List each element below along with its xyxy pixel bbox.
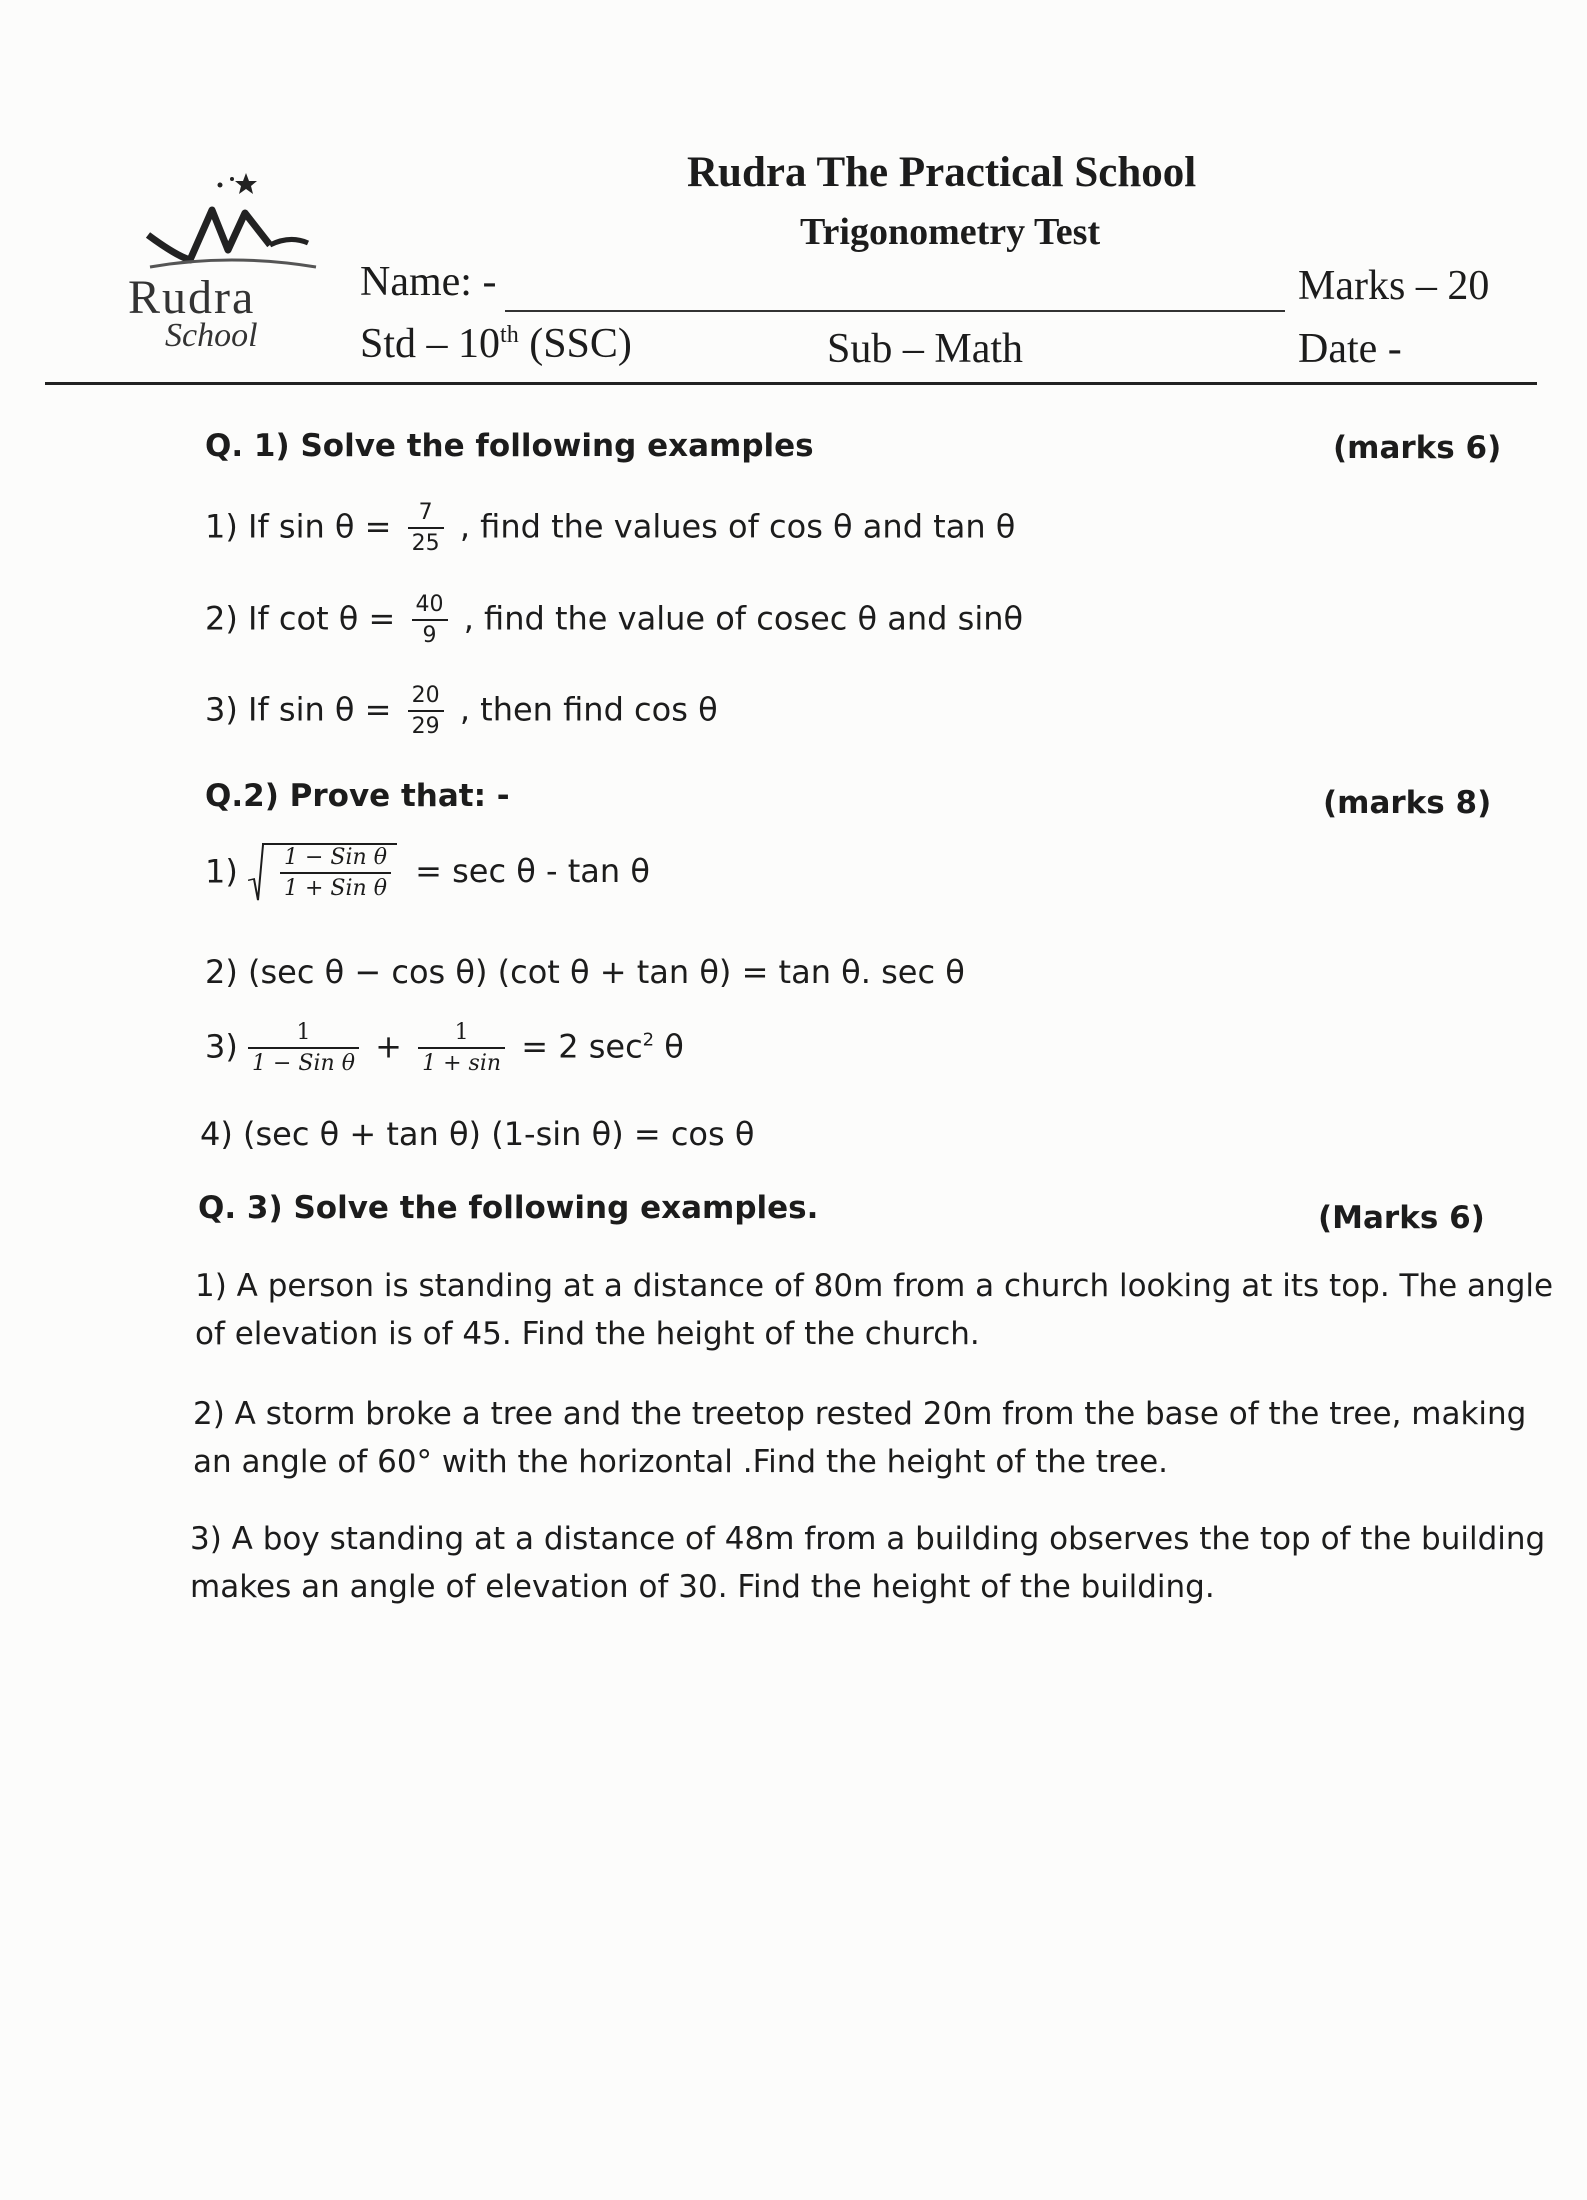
q1-item-2: 2) If cot θ = $\frac{40}{9}$ , find the value of cosec θ and sinθ [205, 592, 1024, 649]
q2-proof-1: 1) $\frac{\text{1 − Sin θ}}{\text{1 + Sin θ}}$ = sec θ - tan θ [205, 845, 650, 902]
q1-marks: (marks 6) [1333, 430, 1502, 466]
subject-label: Sub – Math [827, 326, 1024, 372]
q3-item-3: 3) A boy standing at a distance of 48m from a building observes the top of the building makes an angle of elevation of 30. Find the height of the building. [190, 1521, 1546, 1605]
logo-emblem-icon [120, 165, 340, 285]
logo-subtext: School [165, 317, 258, 354]
school-logo [120, 165, 340, 365]
q3-item-1: 1) A person is standing at a distance of 80m from a church looking at its top. The angle of elevation is of 45. Find the height of the church. [195, 1268, 1554, 1352]
q2-proof-4: 4) (sec θ + tan θ) (1-sin θ) = cos θ [200, 1115, 755, 1153]
logo-text: Rudra [128, 271, 256, 324]
marks-label: Marks – 20 [1298, 263, 1490, 309]
q3-item-2: 2) A storm broke a tree and the treetop rested 20m from the base of the tree, making an angle of 60° with the horizontal .Find the height of the tree. [193, 1396, 1527, 1480]
name-label: Name: - [360, 259, 497, 305]
square-root-icon [248, 845, 264, 902]
q1-item-3: 3) If sin θ = $\frac{20}{29}$ , then find cos θ [205, 683, 718, 740]
school-name: Rudra The Practical School [687, 149, 1197, 196]
date-label: Date - [1298, 326, 1402, 372]
q2-heading: Q.2) Prove that: - [205, 778, 510, 814]
name-field-line [505, 310, 1285, 312]
q1-item-1: 1) If sin θ = $\frac{7}{25}$ , find the values of cos θ and tan θ [205, 500, 1016, 557]
std-label: Std – 10th (SSC) [360, 321, 632, 367]
test-title: Trigonometry Test [800, 211, 1101, 253]
q2-marks: (marks 8) [1323, 785, 1492, 821]
q3-heading: Q. 3) Solve the following examples. [198, 1190, 819, 1226]
q1-heading: Q. 1) Solve the following examples [205, 428, 814, 464]
q2-proof-2: 2) (sec θ − cos θ) (cot θ + tan θ) = tan θ. sec θ [205, 953, 965, 991]
header-divider [45, 382, 1537, 385]
q3-marks: (Marks 6) [1318, 1200, 1485, 1236]
q2-proof-3: 3) $\frac{1}{\text{1 − Sin θ}}$ + $\frac{1}{1 + \sin}$ = 2 $\sec^2 \theta$ [205, 1020, 684, 1077]
